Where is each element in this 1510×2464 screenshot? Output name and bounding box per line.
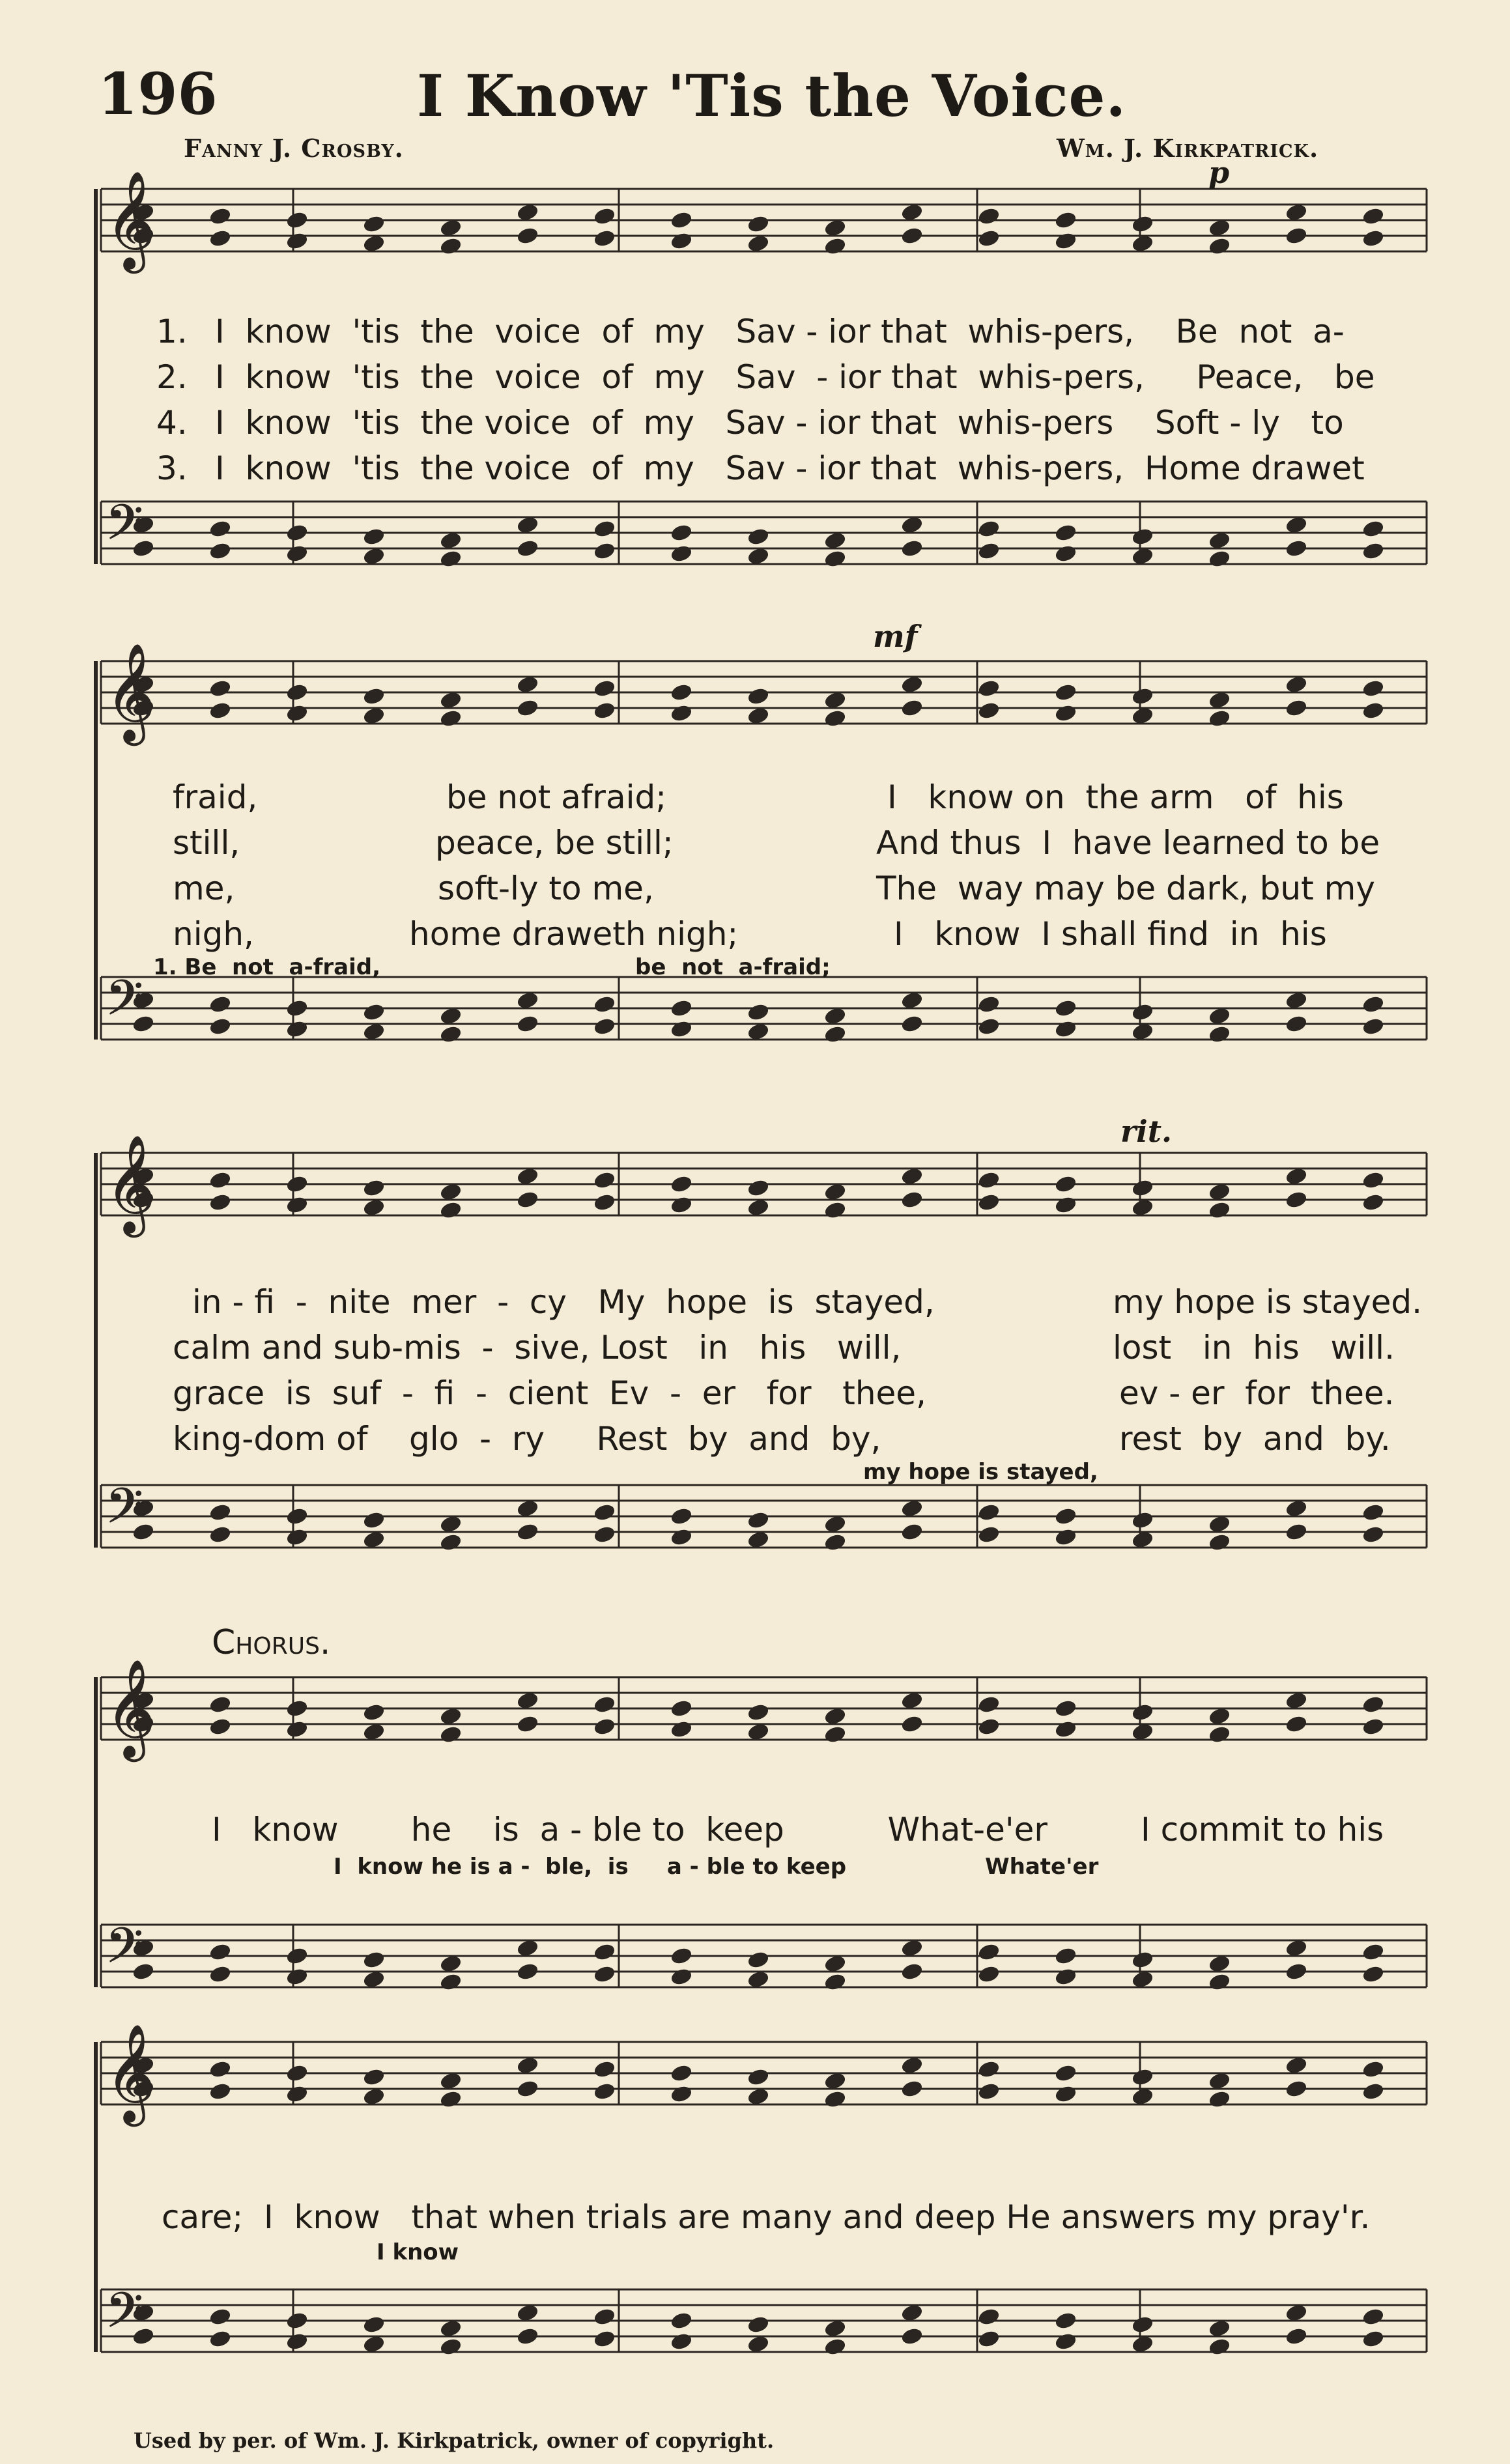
bass-lyric-be-not-afraid: 1. Be not a-fraid, (153, 954, 381, 980)
verse-line2-v3-b: soft-ly to me, (438, 870, 654, 907)
svg-text:𝄢: 𝄢 (106, 494, 143, 563)
hymn-number: 196 (98, 60, 218, 128)
svg-text:𝄞: 𝄞 (106, 1658, 156, 1757)
chorus-line2: care; I know that when trials are many and deep He answers my pray'r. (162, 2198, 1371, 2236)
verse-line3-v2-b: lost in his will. (1113, 1329, 1395, 1367)
svg-text:𝄢: 𝄢 (106, 2282, 143, 2351)
verse-line3-v4-b: rest by and by. (1119, 1420, 1391, 1458)
verse-line2-v2-c: And thus I have learned to be (876, 824, 1380, 862)
copyright-footer: Used by per. of Wm. J. Kirkpatrick, owner of copyright. (134, 2428, 775, 2453)
verse-line3-v3-a: grace is suf - fi - cient Ev - er for thee, (173, 1374, 926, 1412)
verse-line2-v1-c: I know on the arm of his (887, 778, 1344, 816)
chorus-line1: I know he is a - ble to keep What-e'er I commit to his (212, 1811, 1384, 1848)
verse-line2-v4-c: I know I shall find in his (894, 915, 1327, 953)
verse-line3-v4-a: king-dom of glo - ry Rest by and by, (173, 1420, 881, 1458)
verse-line2-v1-b: be not afraid; (446, 778, 667, 816)
bass-lyric-be-not-afraid-2: be not a-fraid; (635, 954, 831, 980)
svg-text:𝄞: 𝄞 (106, 642, 156, 741)
dynamic-rit: rit. (1120, 1114, 1172, 1149)
verse-line1-v4: 4. I know 'tis the voice of my Sav - ior that whis-pers Soft - ly to (156, 404, 1344, 442)
svg-text:𝄞: 𝄞 (106, 170, 156, 269)
verse-line2-v2-a: still, (173, 824, 240, 862)
verse-line3-v1-a: in - fi - nite mer - cy My hope is stayed, (192, 1283, 935, 1321)
bass-lyric-my-hope: my hope is stayed, (863, 1459, 1098, 1485)
composer-credit: Wm. J. Kirkpatrick. (1057, 134, 1319, 163)
verse-line2-v2-b: peace, be still; (435, 824, 674, 862)
svg-text:𝄢: 𝄢 (106, 970, 143, 1038)
verse-line2-v4-a: nigh, (173, 915, 254, 953)
verse-line1-v1: 1. I know 'tis the voice of my Sav - ior that whis-pers, Be not a- (156, 313, 1345, 350)
dynamic-p: p (1208, 155, 1230, 190)
verse-line2-v1-a: fraid, (173, 778, 258, 816)
verse-line3-v2-a: calm and sub-mis - sive, Lost in his will, (173, 1329, 902, 1367)
dynamic-mf: mf (873, 619, 918, 654)
verse-line1-v3: 3. I know 'tis the voice of my Sav - ior that whis-pers, Home drawet (156, 449, 1365, 487)
verse-line2-v3-c: The way may be dark, but my (876, 870, 1375, 907)
verse-line2-v3-a: me, (173, 870, 235, 907)
hymn-title: I Know 'Tis the Voice. (417, 62, 1127, 130)
verse-line3-v3-b: ev - er for thee. (1119, 1374, 1395, 1412)
svg-text:𝄢: 𝄢 (106, 1918, 143, 1986)
verse-line3-v1-b: my hope is stayed. (1113, 1283, 1422, 1321)
lyricist-credit: Fanny J. Crosby. (184, 134, 404, 163)
chorus-heading: Chorus. (212, 1623, 331, 1662)
chorus-line1-bass: I know he is a - ble, is a - ble to keep Whate'er (334, 1854, 1099, 1880)
verse-line1-v2: 2. I know 'tis the voice of my Sav - ior that whis-pers, Peace, be (156, 358, 1375, 396)
chorus-line2-bass: I know (377, 2239, 459, 2265)
svg-text:𝄢: 𝄢 (106, 1478, 143, 1546)
verse-line2-v4-b: home draweth nigh; (409, 915, 739, 953)
svg-text:𝄞: 𝄞 (106, 1134, 156, 1233)
svg-text:𝄞: 𝄞 (106, 2023, 156, 2122)
